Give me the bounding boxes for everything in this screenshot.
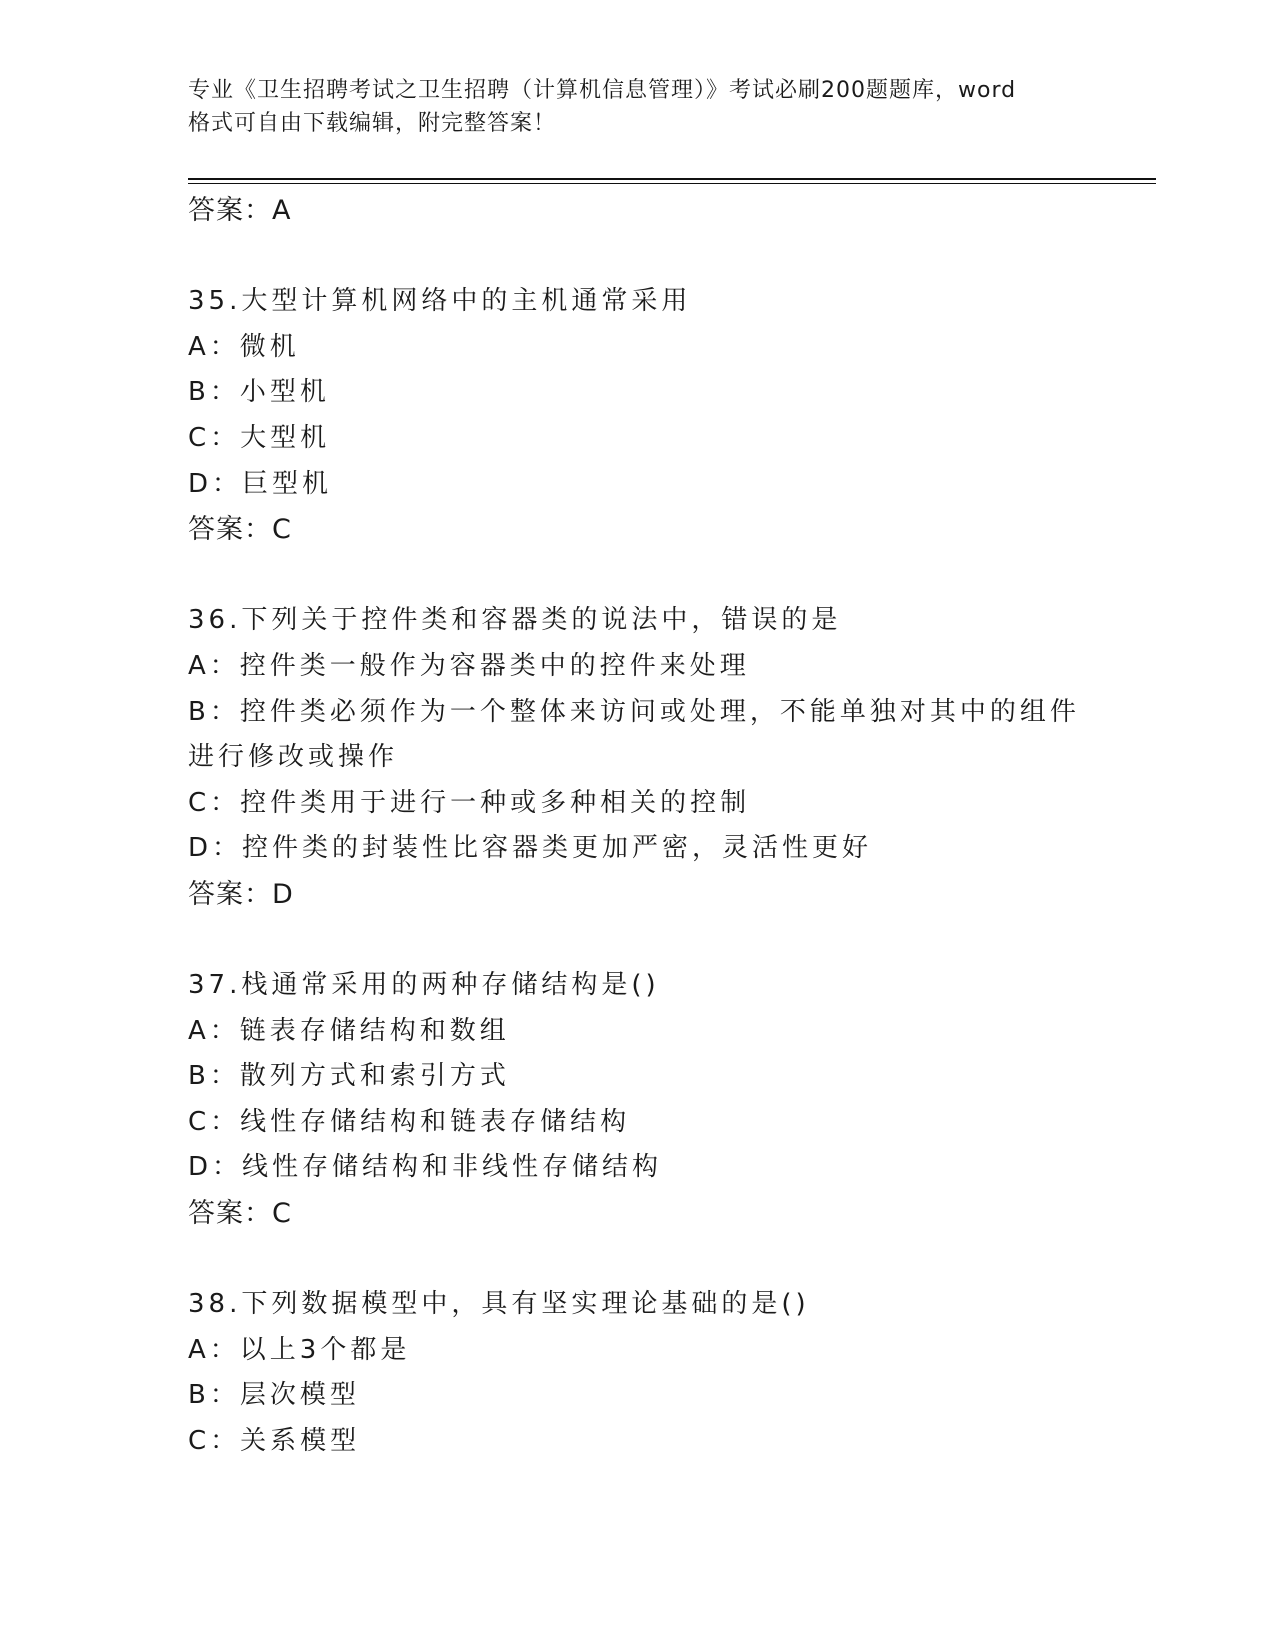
option-d: D：巨型机 xyxy=(188,468,333,499)
option-a: A：链表存储结构和数组 xyxy=(188,1015,510,1046)
answer: 答案：C xyxy=(188,1198,292,1230)
question-stem: 36.下列关于控件类和容器类的说法中，错误的是 xyxy=(188,605,842,636)
question-37 xyxy=(188,963,1088,1237)
question-stem: 38.下列数据模型中，具有坚实理论基础的是() xyxy=(188,1289,810,1320)
question-list xyxy=(188,188,1088,1465)
spacer xyxy=(188,918,1088,964)
header-line-1: 专业《卫生招聘考试之卫生招聘（计算机信息管理）》考试必刷200题题库，word xyxy=(188,78,1017,103)
header-line-2: 格式可自由下载编辑，附完整答案！ xyxy=(188,111,557,136)
option-d: D：控件类的封装性比容器类更加严密，灵活性更好 xyxy=(188,833,873,864)
question-stem: 37.栈通常采用的两种存储结构是() xyxy=(188,970,660,1001)
option-b: B：层次模型 xyxy=(188,1380,360,1411)
question-36 xyxy=(188,598,1088,917)
option-b: B：散列方式和索引方式 xyxy=(188,1061,510,1092)
question-35 xyxy=(188,279,1088,553)
document-header xyxy=(188,74,1108,140)
option-c: C：大型机 xyxy=(188,422,331,453)
header-divider-thin xyxy=(188,183,1156,184)
option-c: C：控件类用于进行一种或多种相关的控制 xyxy=(188,787,751,818)
previous-answer: 答案：A xyxy=(188,195,292,226)
spacer xyxy=(188,553,1088,599)
option-d: D：线性存储结构和非线性存储结构 xyxy=(188,1152,663,1183)
option-b: B：控件类必须作为一个整体来访问或处理，不能单独对其中的组件进行修改或操作 xyxy=(188,696,1080,773)
spacer xyxy=(188,234,1088,280)
answer: 答案：C xyxy=(188,514,292,546)
question-38 xyxy=(188,1282,1088,1464)
answer: 答案：D xyxy=(188,878,294,910)
option-a: A：控件类一般作为容器类中的控件来处理 xyxy=(188,650,750,681)
option-b: B：小型机 xyxy=(188,377,330,408)
option-c: C：关系模型 xyxy=(188,1426,361,1457)
option-c: C：线性存储结构和链表存储结构 xyxy=(188,1106,631,1137)
option-a: A：以上3个都是 xyxy=(188,1334,411,1365)
option-a: A：微机 xyxy=(188,331,300,362)
question-stem: 35.大型计算机网络中的主机通常采用 xyxy=(188,286,692,317)
spacer xyxy=(188,1237,1088,1283)
header-divider-thick xyxy=(188,178,1156,180)
